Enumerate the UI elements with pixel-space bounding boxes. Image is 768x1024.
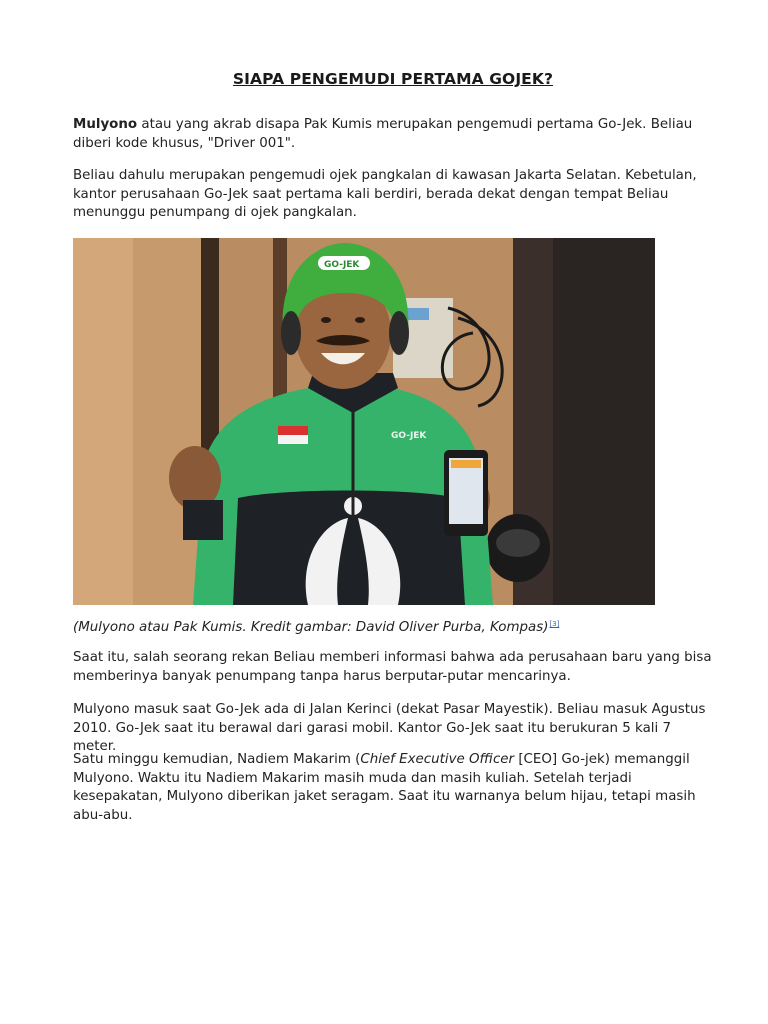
paragraph-intro (73, 116, 713, 153)
article-title: SIAPA PENGEMUDI PERTAMA GOJEK? (232, 70, 554, 88)
helmet-logo-text: GO-JEK (324, 260, 360, 270)
photo-caption-text: (Mulyono atau Pak Kumis. Kredit gambar: David Oliver Purba, Kompas) (73, 620, 549, 635)
paragraph-joining: Mulyono masuk saat Go-Jek ada di Jalan Kerinci (dekat Pasar Mayestik). Beliau masuk Agustus 2010. Go-Jek saat itu berawal dari garasi mobil. Kantor Go-Jek saat itu berukuran 5 kali 7 meter. (73, 702, 706, 755)
paragraph-ceo (73, 751, 713, 825)
paragraph-info: Saat itu, salah seorang rekan Beliau memberi informasi bahwa ada perusahaan baru yang bisa memberinya banyak penumpang tanpa harus berputar-putar mencarinya. (73, 650, 712, 684)
jacket-logo-text: GO-JEK (391, 431, 427, 441)
paragraph-ceo-text-b: [CEO] Go-jek) memanggil Mulyono. Waktu itu Nadiem Makarim masih muda dan masih kuliah. Setelah terjadi kesepakatan, Mulyono diberikan jaket seragam. Saat itu warnanya belum hijau, tetapi masih abu-abu. (73, 752, 696, 823)
reference-link[interactable]: [3] (549, 620, 560, 628)
driver-name: Mulyono (73, 117, 138, 132)
paragraph-intro-text: atau yang akrab disapa Pak Kumis merupakan pengemudi pertama Go-Jek. Beliau diberi kode khusus, "Driver 001". (73, 117, 693, 151)
photo-caption (73, 615, 713, 638)
paragraph-background: Beliau dahulu merupakan pengemudi ojek pangkalan di kawasan Jakarta Selatan. Kebetulan, kantor perusahaan Go-Jek saat pertama kali berdiri, berada dekat dengan tempat Beliau menunggu penumpang di ojek pangkalan. (73, 168, 697, 221)
paragraph-ceo-text-a: Satu minggu kemudian, Nadiem Makarim ( (73, 752, 361, 767)
driver-photo (73, 238, 655, 605)
ceo-term: Chief Executive Officer (360, 752, 515, 767)
